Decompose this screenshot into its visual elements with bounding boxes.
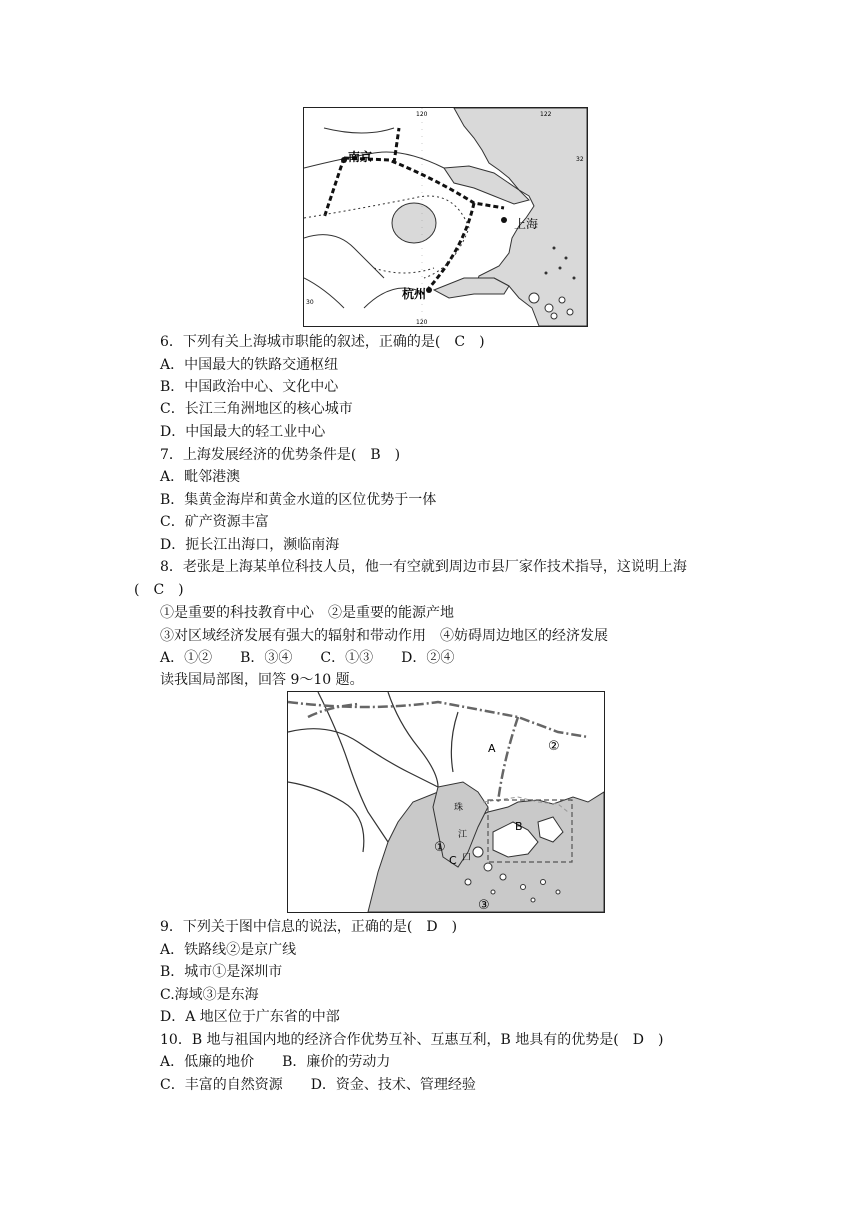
shanghai-marker — [501, 217, 507, 223]
pearl-delta-map-drawing — [288, 692, 604, 912]
q10-options-cd: C．丰富的自然资源 D．资金、技术、管理经验 — [160, 1077, 476, 1093]
label-lat-30: 30 — [306, 299, 314, 306]
label-nanjing: 南京 — [348, 150, 373, 164]
q6-option-c: C．长江三角洲地区的核心城市 — [160, 401, 353, 417]
label-region-a: A — [488, 742, 496, 755]
q9-stem: 9．下列关于图中信息的说法，正确的是( D ) — [160, 919, 458, 935]
label-lon-120-top: 120 — [416, 111, 428, 118]
hangzhou-marker — [426, 287, 432, 293]
yangtze-delta-map — [303, 107, 588, 327]
label-jiang: 江 — [458, 830, 468, 840]
q6-stem: 6．下列有关上海城市职能的叙述，正确的是( C ) — [160, 334, 485, 350]
q7-option-b: B．集黄金海岸和黄金水道的区位优势于一体 — [160, 492, 437, 508]
label-lon-120-bottom: 120 — [416, 319, 428, 326]
intro-9-10: 读我国局部图，回答 9～10 题。 — [160, 672, 364, 688]
label-city-c: C — [449, 854, 457, 867]
q6-option-b: B．中国政治中心、文化中心 — [160, 379, 339, 395]
taihu-lake — [392, 203, 436, 243]
label-zhu: 珠 — [454, 803, 464, 813]
label-hangzhou: 杭州 — [402, 287, 427, 301]
q8-choices: A．①② B．③④ C．①③ D．②④ — [160, 650, 455, 666]
pearl-delta-map — [287, 691, 605, 913]
label-circle-2: ② — [548, 739, 560, 754]
label-lon-122-top: 122 — [540, 111, 552, 118]
q7-option-a: A．毗邻港澳 — [160, 469, 241, 485]
label-shanghai: 上海 — [514, 217, 539, 231]
label-lat-32: 32 — [576, 156, 584, 163]
q8-statements-2: ③对区域经济发展有强大的辐射和带动作用 ④妨碍周边地区的经济发展 — [160, 628, 608, 644]
q6-option-a: A．中国最大的铁路交通枢纽 — [160, 357, 339, 373]
label-circle-1: ① — [434, 840, 446, 855]
q8-statements-1: ①是重要的科技教育中心 ②是重要的能源产地 — [160, 605, 454, 621]
nanjing-marker — [341, 157, 347, 163]
q10-options-ab: A．低廉的地价 B．廉价的劳动力 — [160, 1054, 391, 1070]
label-circle-3: ③ — [478, 898, 490, 912]
q9-option-a: A．铁路线②是京广线 — [160, 942, 297, 958]
q8-stem: 8．老张是上海某单位科技人员，他一有空就到周边市县厂家作技术指导，这说明上海 — [160, 559, 687, 575]
q6-option-d: D．中国最大的轻工业中心 — [160, 424, 326, 440]
q8-answer: ( C ) — [134, 582, 184, 598]
q10-stem: 10．B 地与祖国内地的经济合作优势互补、互惠互利，B 地具有的优势是( D ) — [160, 1032, 664, 1048]
q7-option-c: C．矿产资源丰富 — [160, 514, 269, 530]
q9-option-d: D．A 地区位于广东省的中部 — [160, 1009, 340, 1025]
q7-stem: 7．上海发展经济的优势条件是( B ) — [160, 447, 401, 463]
label-city-b: B — [515, 820, 523, 833]
q7-option-d: D．扼长江出海口，濒临南海 — [160, 537, 340, 553]
hangzhou-bay — [434, 278, 509, 298]
q9-option-c: C.海域③是东海 — [160, 987, 259, 1003]
yangtze-delta-map-drawing — [304, 108, 587, 326]
q9-option-b: B．城市①是深圳市 — [160, 964, 283, 980]
label-kou: 口 — [462, 853, 472, 863]
